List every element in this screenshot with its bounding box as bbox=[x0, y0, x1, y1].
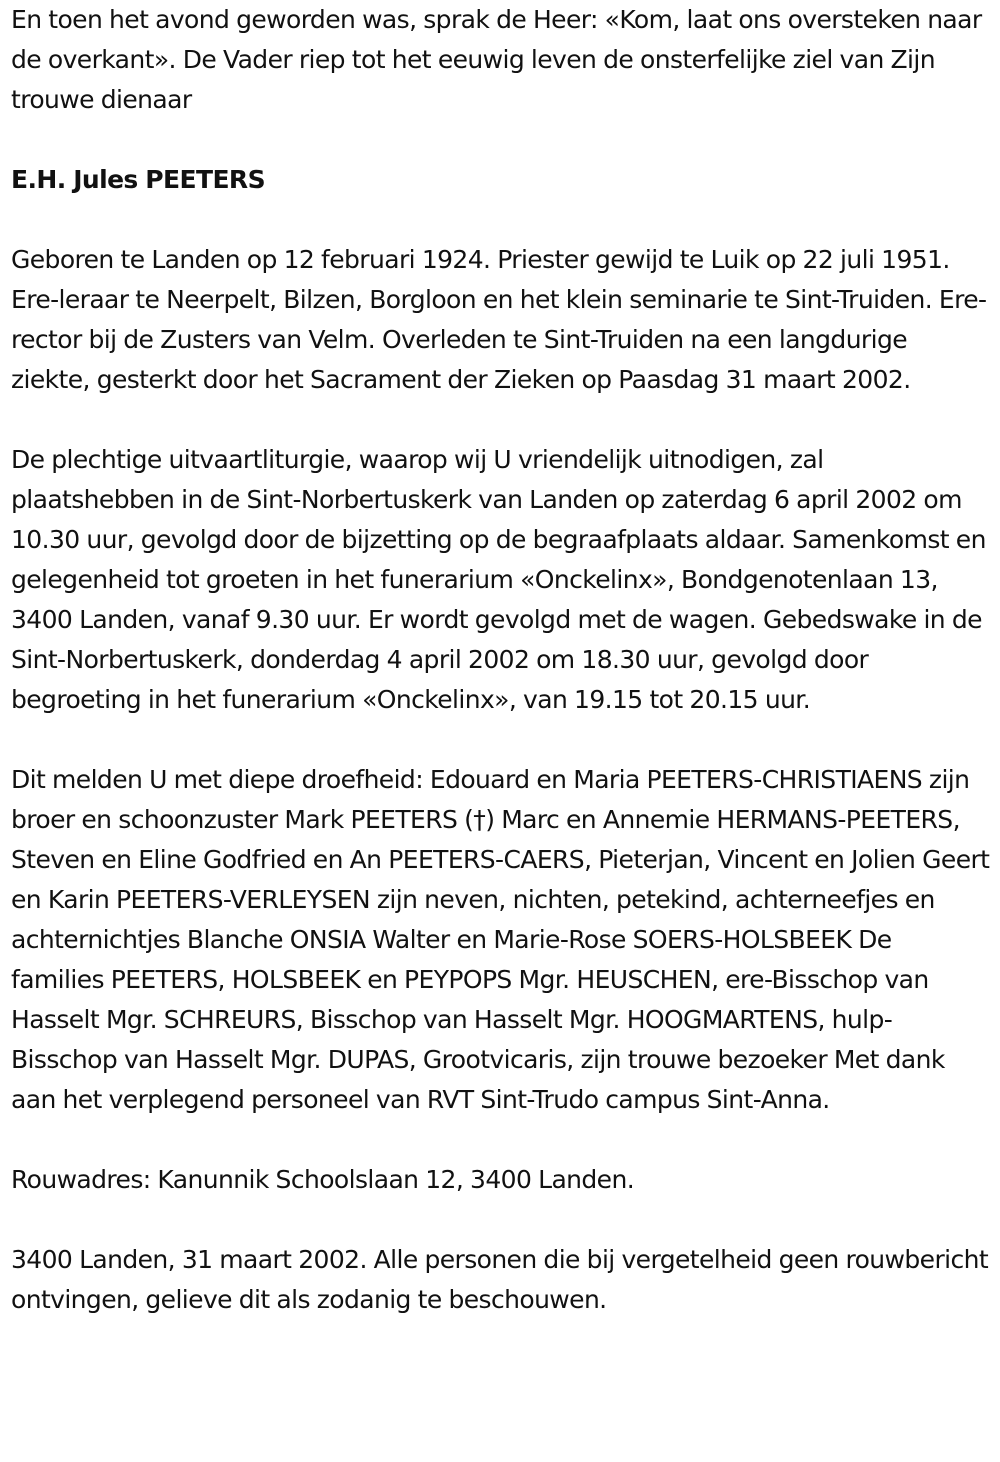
spacer bbox=[11, 1120, 991, 1160]
spacer bbox=[11, 400, 991, 440]
spacer bbox=[11, 720, 991, 760]
funeral-paragraph: De plechtige uitvaartliturgie, waarop wij U vriendelijk uitnodigen, zal plaatshebben in de Sint-Norbertuskerk van Landen op zaterdag 6 april 2002 om 10.30 uur, gevolgd door de bijzetting op de begraafplaats aldaar. Samenkomst en gelegenheid tot groeten in het funerarium «Onckelinx», Bondgenotenlaan 13, 3400 Landen, vanaf 9.30 uur. Er wordt gevolgd met de wagen. Gebedswake in de Sint-Norbertuskerk, donderdag 4 april 2002 om 18.30 uur, gevolgd door begroeting in het funerarium «Onckelinx», van 19.15 tot 20.15 uur. bbox=[11, 445, 986, 714]
spacer bbox=[11, 200, 991, 240]
spacer bbox=[11, 120, 991, 160]
mourners-paragraph: Dit melden U met diepe droefheid: Edouard en Maria PEETERS-CHRISTIAENS zijn broer en schoonzuster Mark PEETERS (†) Marc en Annemie HERMANS-PEETERS, Steven en Eline Godfried en An PEETERS-CAERS, Pieterjan, Vincent en Jolien Geert en Karin PEETERS-VERLEYSEN zijn neven, nichten, petekind, achterneefjes en achternichtjes Blanche ONSIA Walter en Marie-Rose SOERS-HOLSBEEK De families PEETERS, HOLSBEEK en PEYPOPS Mgr. HEUSCHEN, ere-Bisschop van Hasselt Mgr. SCHREURS, Bisschop van Hasselt Mgr. HOOGMARTENS, hulp-Bisschop van Hasselt Mgr. DUPAS, Grootvicaris, zijn trouwe bezoeker Met dank aan het verplegend personeel van RVT Sint-Trudo campus Sint-Anna. bbox=[11, 765, 990, 1114]
mourning-address: Rouwadres: Kanunnik Schoolslaan 12, 3400 Landen. bbox=[11, 1165, 635, 1194]
intro-paragraph: En toen het avond geworden was, sprak de Heer: «Kom, laat ons oversteken naar de overkant». De Vader riep tot het eeuwig leven de onsterfelijke ziel van Zijn trouwe dienaar bbox=[11, 5, 982, 114]
biography-paragraph: Geboren te Landen op 12 februari 1924. Priester gewijd te Luik op 22 juli 1951. Ere-leraar te Neerpelt, Bilzen, Borgloon en het klein seminarie te Sint-Truiden. Ere-rector bij de Zusters van Velm. Overleden te Sint-Truiden na een langdurige ziekte, gesterkt door het Sacrament der Zieken op Paasdag 31 maart 2002. bbox=[11, 245, 987, 394]
spacer bbox=[11, 1200, 991, 1240]
closing-paragraph: 3400 Landen, 31 maart 2002. Alle personen die bij vergetelheid geen rouwbericht ontvingen, gelieve dit als zodanig te beschouwen. bbox=[11, 1245, 989, 1314]
obituary-text bbox=[11, 0, 991, 1320]
deceased-name: E.H. Jules PEETERS bbox=[11, 165, 265, 194]
